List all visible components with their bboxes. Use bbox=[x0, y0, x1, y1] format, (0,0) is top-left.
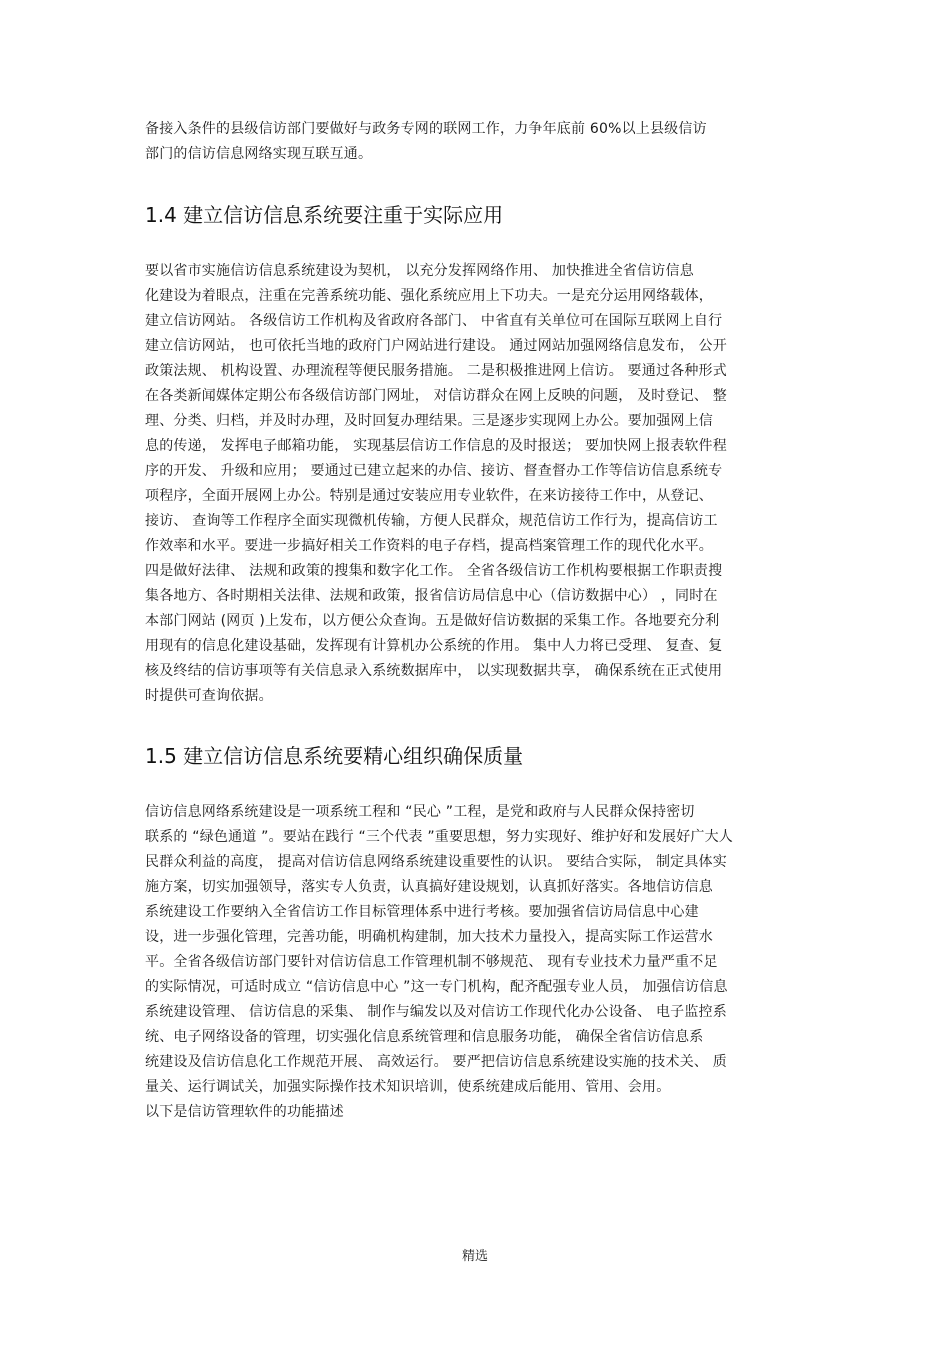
paragraph-line: 接访、 查询等工作程序全面实现微机传输，方便人民群众，规范信访工作行为，提高信访工 bbox=[145, 513, 718, 529]
paragraph-line: 设，进一步强化管理，完善功能，明确机构建制，加大技术力量投入，提高实际工作运营水 bbox=[145, 929, 713, 945]
paragraph-line: 的实际情况，可适时成立 “信访信息中心 ”这一专门机构，配齐配强专业人员， 加强信访信息 bbox=[145, 979, 728, 995]
paragraph-line: 化建设为着眼点，注重在完善系统功能、强化系统应用上下功夫。一是充分运用网络载体， bbox=[145, 288, 713, 304]
paragraph-line: 政策法规、 机构设置、办理流程等便民服务措施。 二是积极推进网上信访。 要通过各种形式 bbox=[145, 363, 727, 379]
paragraph-line: 时提供可查询依据。 bbox=[145, 688, 273, 704]
paragraph-line: 建立信访网站。 各级信访工作机构及省政府各部门、 中省直有关单位可在国际互联网上自行 bbox=[145, 313, 723, 329]
paragraph-line: 核及终结的信访事项等有关信息录入系统数据库中， 以实现数据共享， 确保系统在正式使用 bbox=[145, 663, 723, 679]
paragraph-line: 统建设及信访信息化工作规范开展、 高效运行。 要严把信访信息系统建设实施的技术关、 质 bbox=[145, 1054, 727, 1070]
paragraph-line: 在各类新闻媒体定期公布各级信访部门网址， 对信访群众在网上反映的问题， 及时登记、 整 bbox=[145, 388, 727, 404]
paragraph-line: 民群众利益的高度， 提高对信访信息网络系统建设重要性的认识。 要结合实际， 制定具体实 bbox=[145, 854, 727, 870]
paragraph-line: 系统建设管理、 信访信息的采集、 制作与编发以及对信访工作现代化办公设备、 电子监控系 bbox=[145, 1004, 727, 1020]
paragraph-line: 本部门网站 (网页 )上发布，以方便公众查询。五是做好信访数据的采集工作。各地要充分利 bbox=[145, 613, 720, 629]
paragraph-line: 四是做好法律、 法规和政策的搜集和数字化工作。 全省各级信访工作机构要根据工作职责搜 bbox=[145, 563, 723, 579]
paragraph-line: 集各地方、各时期相关法律、法规和政策，报省信访局信息中心（信访数据中心） ，同时在 bbox=[145, 588, 718, 604]
intro-line: 部门的信访信息网络实现互联互通。 bbox=[145, 146, 373, 162]
paragraph-line: 系统建设工作要纳入全省信访工作目标管理体系中进行考核。要加强省信访局信息中心建 bbox=[145, 904, 699, 920]
paragraph-line: 序的开发、 升级和应用； 要通过已建立起来的办信、接访、督查督办工作等信访信息系统专 bbox=[145, 463, 723, 479]
section-heading: 1.5 建立信访信息系统要精心组织确保质量 bbox=[145, 744, 524, 768]
paragraph-line: 理、分类、归档，并及时办理，及时回复办理结果。三是逐步实现网上办公。要加强网上信 bbox=[145, 413, 713, 429]
paragraph-line: 平。全省各级信访部门要针对信访信息工作管理机制不够规范、 现有专业技术力量严重不足 bbox=[145, 954, 718, 970]
paragraph-line: 用现有的信息化建设基础，发挥现有计算机办公系统的作用。 集中人力将已受理、 复查、复 bbox=[145, 638, 723, 654]
paragraph-line: 项程序，全面开展网上办公。特别是通过安装应用专业软件，在来访接待工作中，从登记、 bbox=[145, 488, 713, 504]
page-footer-label: 精选 bbox=[461, 1249, 488, 1264]
paragraph-line: 建立信访网站， 也可依托当地的政府门户网站进行建设。 通过网站加强网络信息发布， 公开 bbox=[145, 338, 727, 354]
paragraph-line: 联系的 “绿色通道 ”。要站在践行 “三个代表 ”重要思想，努力实现好、维护好和发展好广大人 bbox=[145, 829, 734, 845]
paragraph-line: 作效率和水平。要进一步搞好相关工作资料的电子存档，提高档案管理工作的现代化水平。 bbox=[145, 538, 713, 554]
section-heading: 1.4 建立信访信息系统要注重于实际应用 bbox=[145, 203, 504, 227]
intro-line: 备接入条件的县级信访部门要做好与政务专网的联网工作，力争年底前 60%以上县级信访 bbox=[145, 121, 707, 137]
paragraph-line: 要以省市实施信访信息系统建设为契机， 以充分发挥网络作用、 加快推进全省信访信息 bbox=[145, 263, 694, 279]
paragraph-line: 以下是信访管理软件的功能描述 bbox=[145, 1104, 344, 1120]
paragraph-line: 施方案，切实加强领导，落实专人负责，认真搞好建设规划，认真抓好落实。各地信访信息 bbox=[145, 879, 713, 895]
paragraph-line: 信访信息网络系统建设是一项系统工程和 “民心 ”工程，是党和政府与人民群众保持密切 bbox=[145, 804, 695, 820]
paragraph-line: 统、电子网络设备的管理，切实强化信息系统管理和信息服务功能， 确保全省信访信息系 bbox=[145, 1029, 704, 1045]
paragraph-line: 量关、运行调试关，加强实际操作技术知识培训，使系统建成后能用、管用、会用。 bbox=[145, 1079, 671, 1095]
paragraph-line: 息的传递， 发挥电子邮箱功能， 实现基层信访工作信息的及时报送； 要加快网上报表软件程 bbox=[145, 438, 727, 454]
